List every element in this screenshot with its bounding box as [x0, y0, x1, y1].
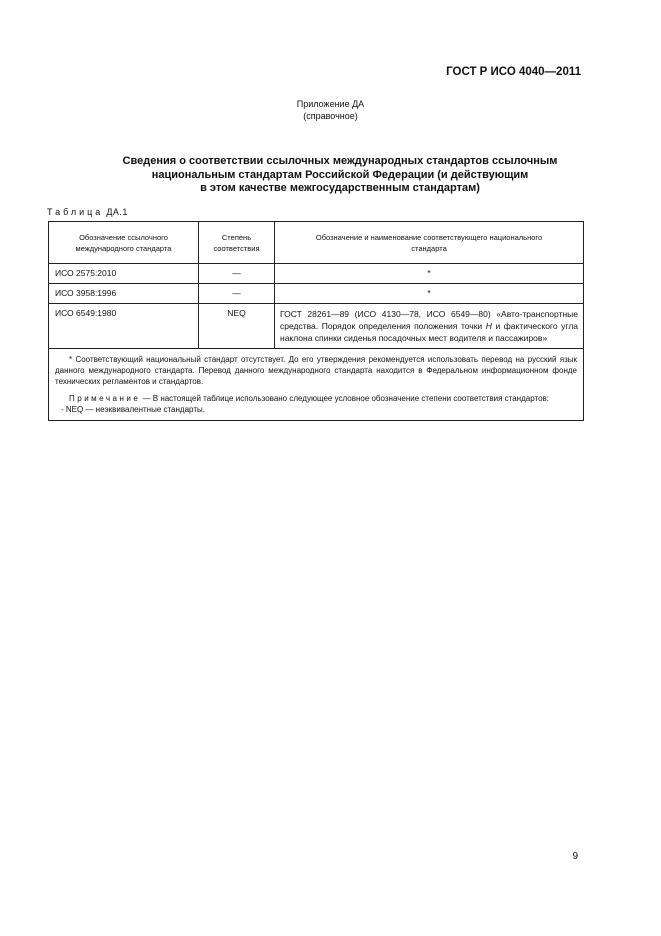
cell-standard: ИСО 6549:1980 [49, 304, 199, 349]
document-title-line-1: Сведения о соответствии ссылочных международных стандартов ссылочным [122, 155, 558, 167]
header-col3-line1: Обозначение и наименование соответствующего национального [315, 232, 543, 242]
table-header-row [49, 222, 584, 264]
header-col1-line1: Обозначение ссылочного [79, 232, 168, 242]
cell-national: * [275, 284, 584, 304]
table-caption-label: Таблица [47, 207, 104, 217]
header-reference-standard [49, 222, 199, 264]
document-title-line-3: в этом качестве межгосударственным стандартам) [200, 182, 480, 194]
cell-degree: — [199, 264, 275, 284]
cell-degree: NEQ [199, 304, 275, 349]
cell-standard: ИСО 3958:1996 [49, 284, 199, 304]
national-text-part1: ГОСТ 28261—89 (ИСО 4130—78, ИСО 6549—80) «Авто-транспортные средства. Порядок определения положения точки [280, 309, 578, 331]
table-caption-id: ДА.1 [106, 207, 128, 217]
table-caption [47, 207, 128, 217]
table-row [49, 264, 584, 284]
page-number: 9 [572, 851, 578, 862]
national-text-part2: и фактического угла наклона спинки сиденья посадочных мест водителя и пассажиров» [280, 321, 579, 343]
header-col1-line2: международного стандарта [75, 243, 172, 253]
cell-degree: — [199, 284, 275, 304]
table-row [49, 284, 584, 304]
table-notes-row [49, 349, 584, 421]
cell-national: * [275, 264, 584, 284]
header-col2-line1: Степень [221, 232, 252, 242]
header-col2-line2: соответствия [213, 243, 260, 253]
note-text: — В настоящей таблице использовано следующее условное обозначение степени соответствия стандартов: [140, 394, 549, 403]
header-degree [199, 222, 275, 264]
note-label: Примечание [69, 394, 141, 403]
appendix-heading [0, 98, 661, 122]
appendix-title: Приложение ДА [296, 99, 365, 109]
footnote: * Соответствующий национальный стандарт отсутствует. До его утверждения рекомендуется использовать перевод на русский язык данного международного стандарта. Перевод данного международного стандарта находится в Федеральном информационном фонде технических регламентов и стандартов. [55, 355, 577, 386]
national-text-italic: H [485, 321, 492, 331]
table-row [49, 304, 584, 349]
standard-code: ГОСТ Р ИСО 4040—2011 [446, 66, 581, 78]
cell-standard: ИСО 2575:2010 [49, 264, 199, 284]
appendix-subtitle: (справочное) [303, 111, 358, 121]
document-title [60, 155, 620, 196]
note [55, 393, 577, 404]
cell-national [275, 304, 584, 349]
correspondence-table [48, 221, 584, 421]
header-national-standard [275, 222, 584, 264]
note-item: - NEQ — неэквивалентные стандарты. [61, 405, 205, 414]
document-title-line-2: национальным стандартам Российской Федерации (и действующим [151, 168, 529, 181]
header-col3-line2: стандарта [411, 243, 447, 253]
table-notes [49, 349, 584, 421]
